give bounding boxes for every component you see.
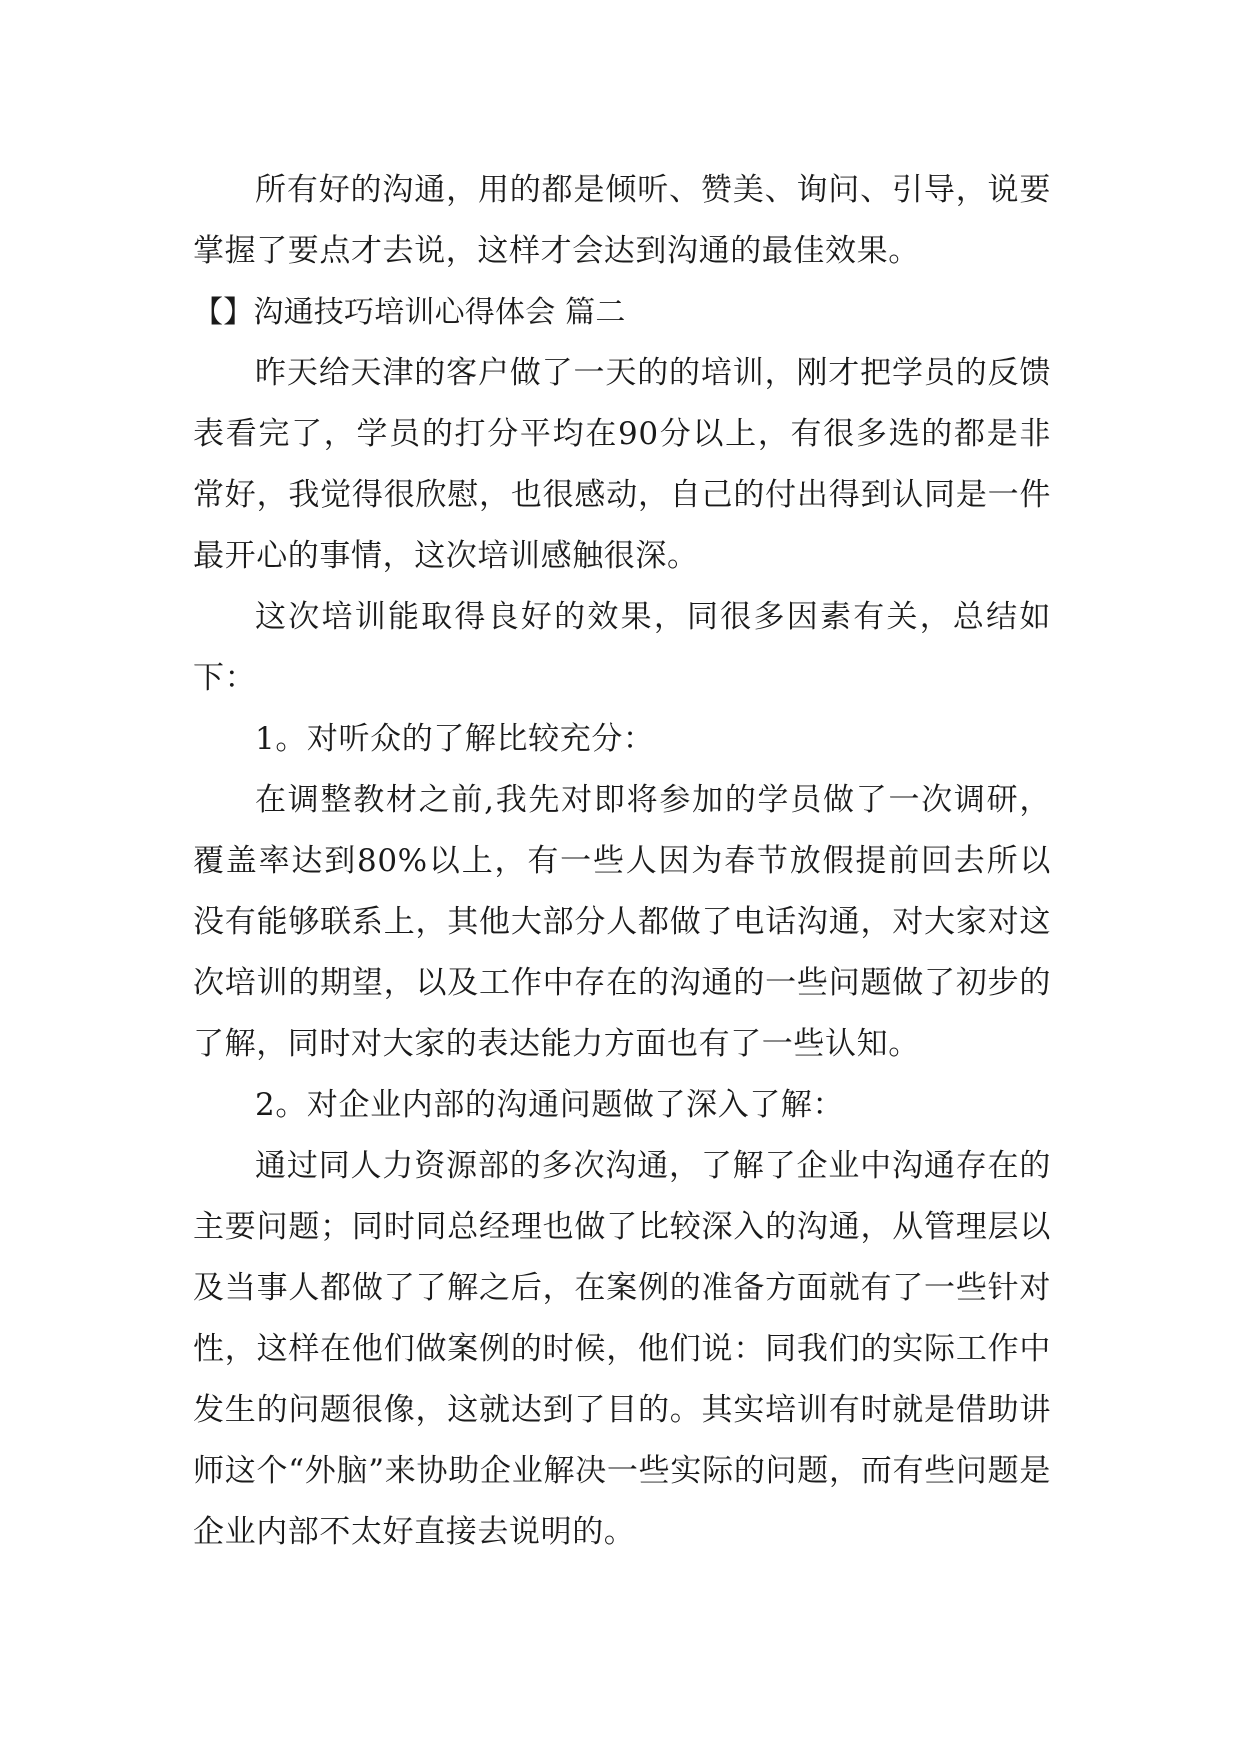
paragraph: 昨天给天津的客户做了一天的的培训，刚才把学员的反馈表看完了，学员的打分平均在90分以上，有很多选的都是非常好，我觉得很欣慰，也很感动，自己的付出得到认同是一件最开心的事情，这次培训感触很深。 xyxy=(193,355,1051,574)
paragraph: 在调整教材之前,我先对即将参加的学员做了一次调研，覆盖率达到80%以上，有一些人因为春节放假提前回去所以没有能够联系上，其他大部分人都做了电话沟通，对大家对这次培训的期望，以及工作中存在的沟通的一些问题做了初步的了解，同时对大家的表达能力方面也有了一些认知。 xyxy=(193,782,1051,1062)
list-item-heading: 1。对听众的了解比较充分： xyxy=(255,721,655,757)
intro-paragraph: 所有好的沟通，用的都是倾听、赞美、询问、引导，说要掌握了要点才去说，这样才会达到沟通的最佳效果。 xyxy=(193,172,1051,269)
list-item-heading: 2。对企业内部的沟通问题做了深入了解： xyxy=(255,1087,845,1123)
section-heading: 【】沟通技巧培训心得体会 篇二 xyxy=(193,295,626,330)
paragraph: 通过同人力资源部的多次沟通，了解了企业中沟通存在的主要问题；同时同总经理也做了比较深入的沟通，从管理层以及当事人都做了了解之后，在案例的准备方面就有了一些针对性，这样在他们做案例的时候，他们说：同我们的实际工作中发生的问题很像，这就达到了目的。其实培训有时就是借助讲师这个“外脑”来协助企业解决一些实际的问题，而有些问题是企业内部不太好直接去说明的。 xyxy=(193,1148,1051,1550)
document-page xyxy=(193,160,1051,1563)
paragraph: 这次培训能取得良好的效果，同很多因素有关，总结如下： xyxy=(193,599,1051,696)
